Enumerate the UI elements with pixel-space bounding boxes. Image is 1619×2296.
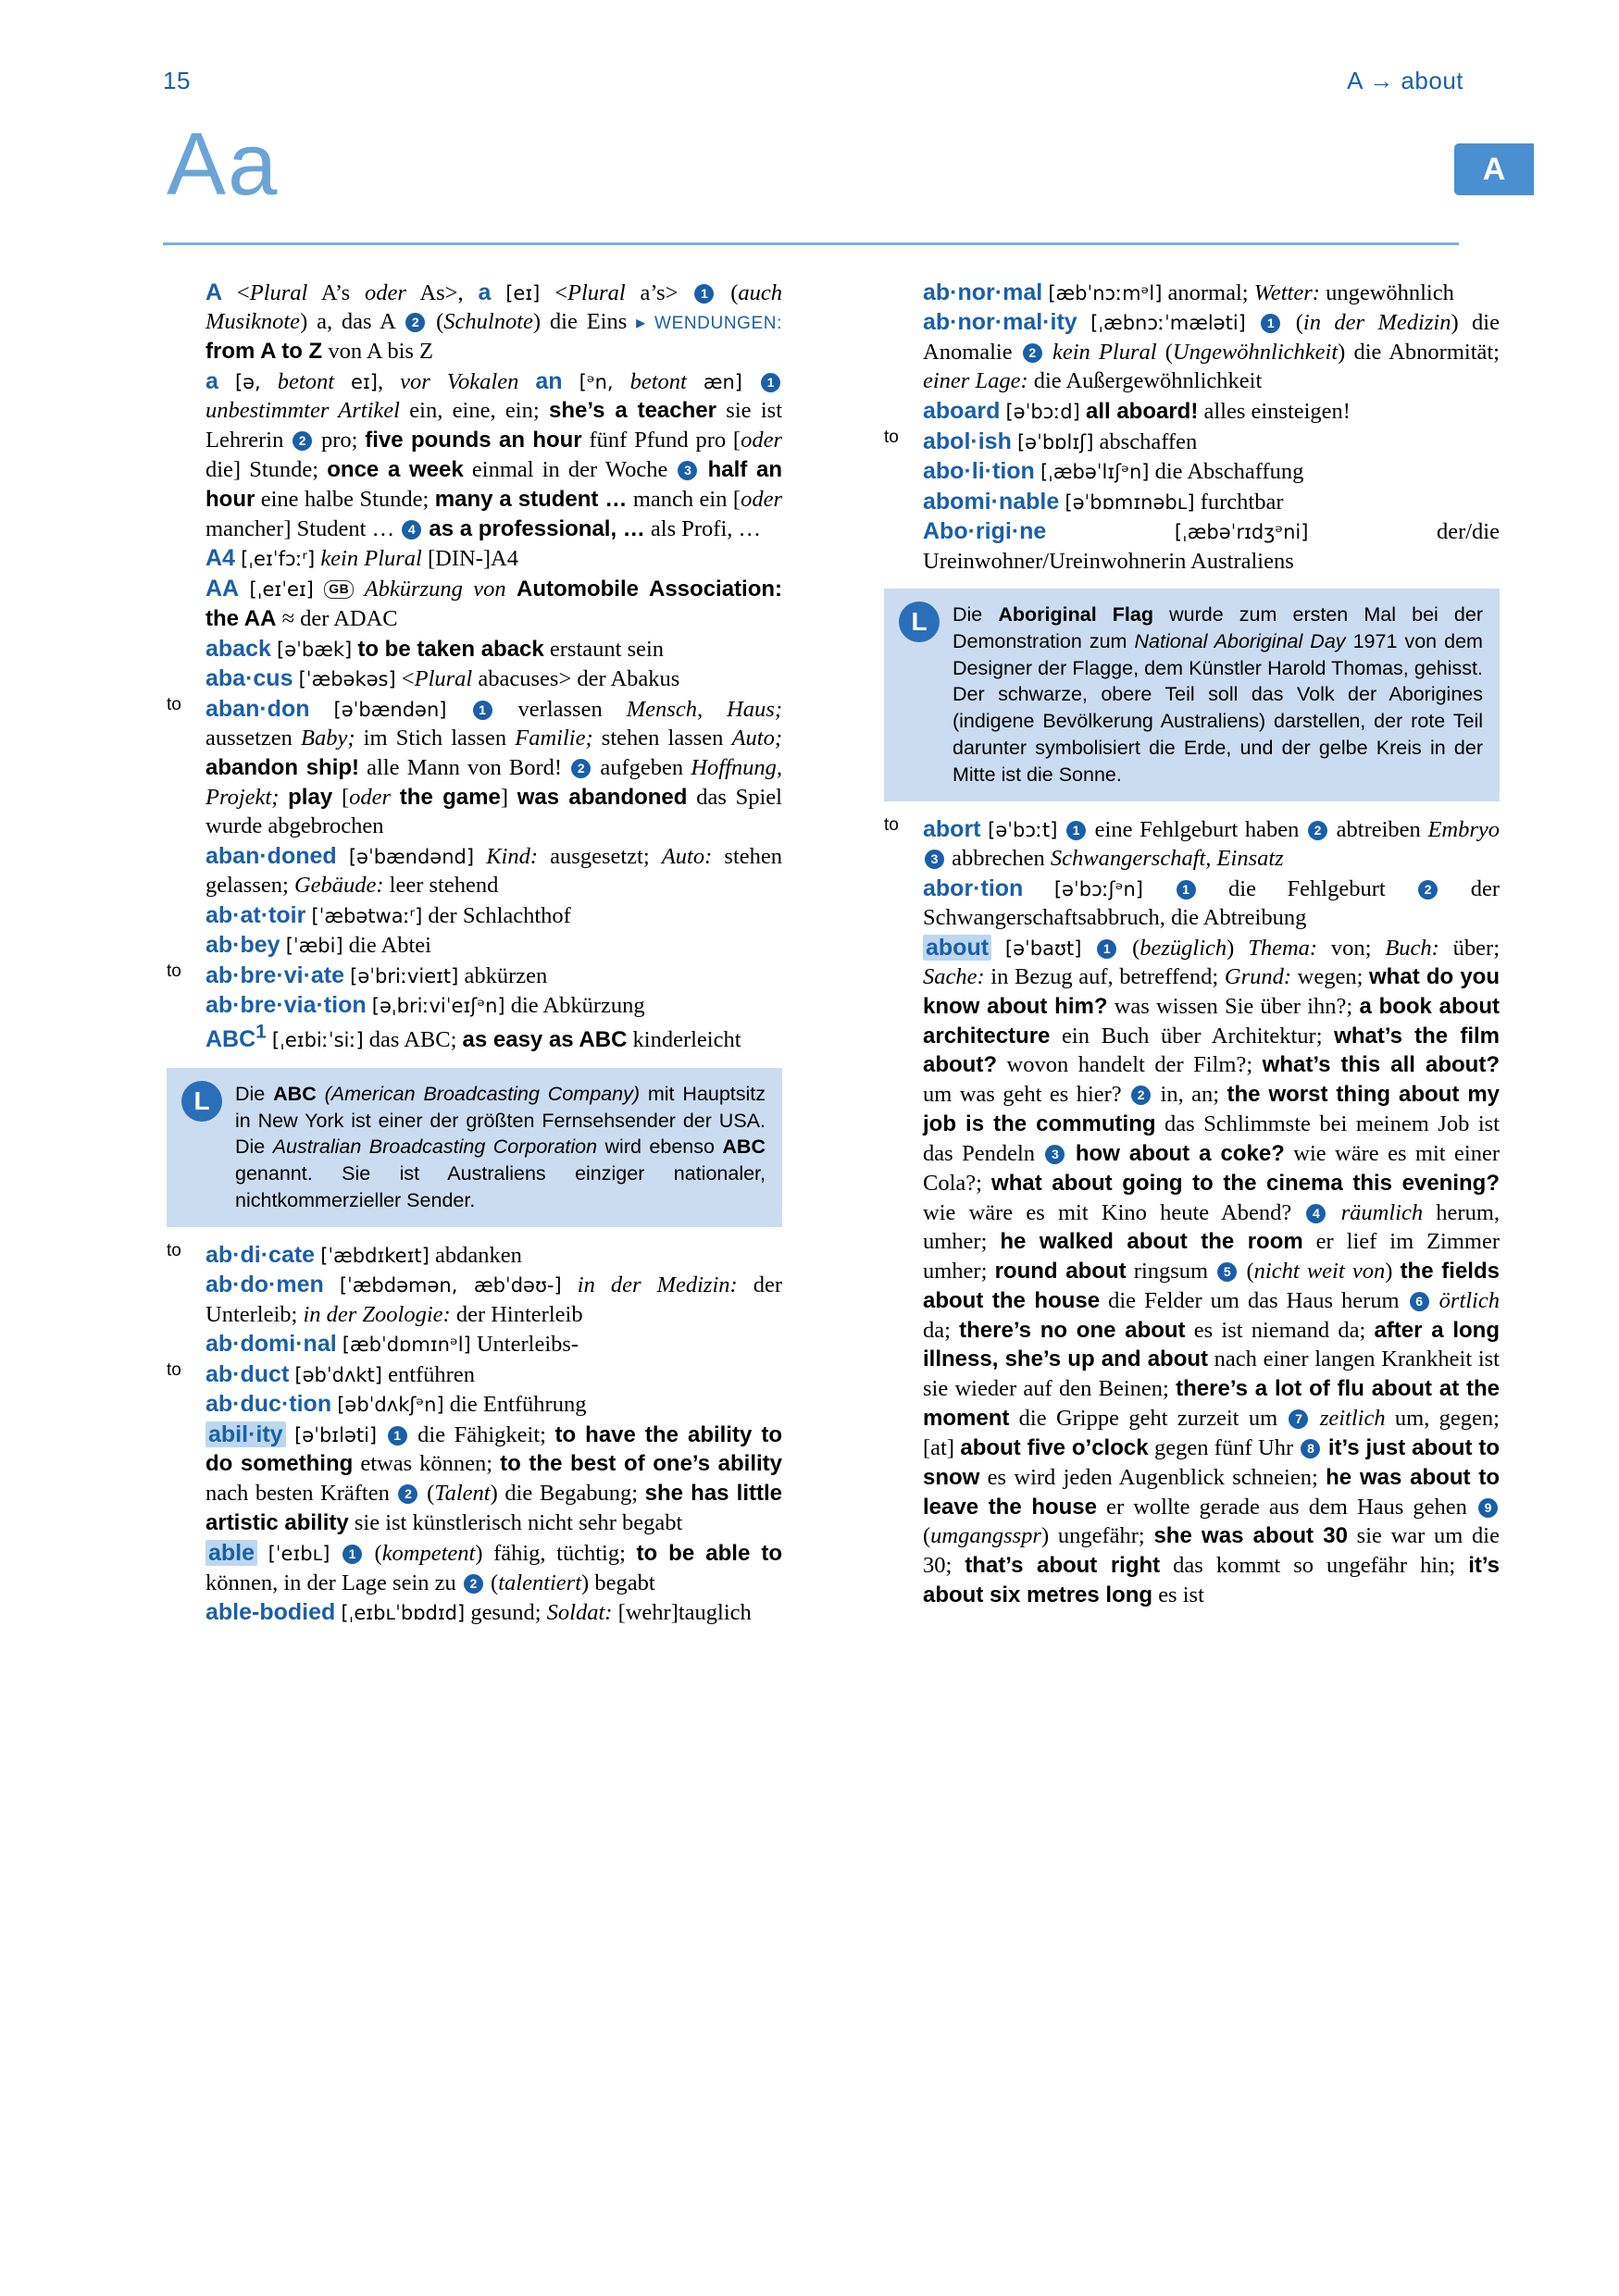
dictionary-entry [884, 427, 1500, 456]
entry-text: Abo·rigi·ne [ˌæbəˈrɪdʒᵊni] der/die Ureinwohner/Ureinwohnerin Australiens [923, 518, 1500, 574]
dictionary-entry [167, 574, 782, 634]
dictionary-entry [167, 366, 782, 544]
info-box-abc [167, 1068, 782, 1227]
right-column [884, 278, 1500, 1610]
dictionary-entry [167, 694, 782, 841]
dictionary-entry [884, 933, 1500, 1610]
dictionary-entry [167, 278, 782, 366]
right-entries-before-box [884, 278, 1500, 576]
dictionary-entry [167, 990, 782, 1020]
dictionary-entry [167, 1329, 782, 1359]
dictionary-entry [884, 456, 1500, 486]
running-head: A → about [1347, 67, 1463, 94]
entry-text: AA [ˌeɪˈeɪ] GB Abkürzung von Automobile Association: the AA ≈ der ADAC [205, 575, 783, 631]
dictionary-entry [167, 1270, 782, 1329]
letter-heading: Aa [167, 115, 280, 214]
dictionary-entry [884, 487, 1500, 516]
entry-text: abol·ish [əˈbɒlɪʃ] abschaffen [923, 428, 1198, 454]
entry-text: abo·li·tion [ˌæbəˈlɪʃᵊn] die Abschaffung [923, 458, 1304, 485]
entry-grammar-label: to [167, 694, 181, 714]
dictionary-entry [167, 1597, 782, 1627]
left-column [167, 278, 782, 1628]
entry-text: aban·don [əˈbændən] 1 verlassen Mensch, Haus; aussetzen Baby; im Stich lassen Familie; stehen lassen Auto; abandon ship! alle Mann von Bord! 2 aufgeben Hoffnung, Projekt; play [oder the game] was abandoned das Spiel wurde abgebrochen [205, 695, 783, 839]
entry-text: A <Plural A’s oder As>, a [eɪ] <Plural a’s> 1 (auch Musiknote) a, das A 2 (Schulnote) die Eins ▸ WENDUNGEN: from A to Z von A bis Z [205, 279, 783, 364]
dictionary-entry [167, 1359, 782, 1389]
dictionary-entry [884, 516, 1500, 576]
info-box-abc-text: Die ABC (American Broadcasting Company) mit Hauptsitz in New York ist einer der größten Fernsehsender der USA. Die Australian Broadcasting Corporation wird ebenso ABC genannt. Sie ist Australiens einziger nationaler, nichtkommerzieller Sender. [235, 1082, 766, 1212]
dictionary-entry [167, 1420, 782, 1538]
thumb-index-tab[interactable]: A [1454, 143, 1534, 195]
entry-text: ab·nor·mal·ity [ˌæbnɔːˈmæləti] 1 (in der Medizin) die Anomalie 2 kein Plural (Ungewöhnlichkeit) die Abnormität; einer Lage: die Außergewöhnlichkeit [923, 309, 1500, 394]
entry-text: ab·di·cate [ˈæbdɪkeɪt] abdanken [205, 1241, 522, 1268]
right-entries-after-box [884, 814, 1500, 1610]
entry-text: aban·doned [əˈbændənd] Kind: ausgesetzt; Auto: stehen gelassen; Gebäude: leer stehend [205, 842, 783, 899]
dictionary-entry [884, 874, 1500, 933]
entry-text: able-bodied [ˌeɪbʟˈbɒdɪd] gesund; Soldat: [wehr]tauglich [205, 1599, 752, 1626]
dictionary-entry [884, 814, 1500, 874]
entry-text: ab·at·toir [ˈæbətwaːʳ] der Schlachthof [205, 901, 571, 928]
left-entries-after-box [167, 1240, 782, 1628]
entry-text: ab·duct [əbˈdʌkt] entführen [205, 1360, 475, 1387]
header-divider [163, 242, 1459, 245]
entry-text: ab·do·men [ˈæbdəmən, æbˈdəʊ-] in der Medizin: der Unterleib; in der Zoologie: der Hinterleib [205, 1272, 783, 1327]
dictionary-entry [884, 396, 1500, 427]
dictionary-entry [167, 1389, 782, 1419]
dictionary-entry [884, 307, 1500, 395]
landeskunde-marker: L [899, 602, 940, 642]
entry-text: aba·cus [ˈæbəkəs] <Plural abacuses> der Abakus [205, 665, 680, 692]
entry-text: aboard [əˈbɔːd] all aboard! alles einsteigen! [923, 397, 1351, 424]
entry-grammar-label: to [884, 427, 899, 447]
entry-text: A4 [ˌeɪˈfɔːʳ] kein Plural [DIN-]A4 [205, 545, 518, 572]
entry-text: abomi·nable [əˈbɒmɪnəbʟ] furchtbar [923, 488, 1284, 515]
dictionary-entry [167, 930, 782, 960]
entry-text: ab·domi·nal [æbˈdɒmɪnᵊl] Unterleibs- [205, 1331, 579, 1358]
entry-grammar-label: to [167, 1240, 181, 1260]
entry-text: abor·tion [əˈbɔːʃᵊn] 1 die Fehlgeburt 2 der Schwangerschaftsabbruch, die Abtreibung [923, 875, 1500, 931]
dictionary-entry [167, 1538, 782, 1597]
dictionary-entry [884, 278, 1500, 307]
dictionary-entry [167, 841, 782, 900]
dictionary-entry [167, 1021, 782, 1055]
entry-grammar-label: to [167, 961, 181, 981]
dictionary-entry [167, 664, 782, 693]
entry-text: ab·bey [ˈæbi] die Abtei [205, 932, 431, 959]
dictionary-entry [167, 1240, 782, 1270]
entry-text: abort [əˈbɔːt] 1 eine Fehlgeburt haben 2 abtreiben Embryo 3 abbrechen Schwangerschaft, Einsatz [923, 815, 1501, 872]
entry-text: ABC$^1$ [ˌeɪbiːˈsiː] das ABC; as easy as ABC kinderleicht [205, 1021, 741, 1052]
entry-text: ab·bre·via·tion [əˌbriːviˈeɪʃᵊn] die Abkürzung [205, 992, 645, 1019]
entry-text: abil·ity [əˈbɪləti] 1 die Fähigkeit; to have the ability to do something etwas können; to the best of one’s ability nach besten Kräften 2 (Talent) die Begabung; she has little artistic ability sie ist künstlerisch nicht sehr begabt [205, 1421, 783, 1536]
entry-text: aback [əˈbæk] to be taken aback erstaunt sein [205, 635, 665, 662]
dictionary-entry [167, 961, 782, 990]
entry-text: ab·bre·vi·ate [əˈbriːvieɪt] abkürzen [205, 962, 548, 988]
info-box-aboriginal-flag [884, 589, 1500, 801]
landeskunde-marker: L [181, 1081, 222, 1122]
dictionary-entry [167, 634, 782, 664]
entry-text: ab·nor·mal [æbˈnɔːmᵊl] anormal; Wetter: ungewöhnlich [923, 279, 1454, 305]
left-entries-before-box [167, 278, 782, 1055]
entry-grammar-label: to [884, 814, 899, 835]
entry-text: ab·duc·tion [əbˈdʌkʃᵊn] die Entführung [205, 1391, 587, 1418]
page-number: 15 [163, 67, 191, 94]
entry-text: about [əˈbaʊt] 1 (bezüglich) Thema: von; Buch: über; Sache: in Bezug auf, betreffend; Grund: wegen; what do you know about him? was wissen Sie über ihn?; a book about architecture ein Buch über Architektur; what’s the film about? wovon handelt der Film?; what’s this all about? um was geht es hier? 2 in, an; the worst thing about my job is the commuting das Schlimmste bei meinem Job ist das Pendeln 3 how about a coke? wie wäre es mit einer Cola?; what about going to the cinema this evening? wie wäre es mit Kino heute Abend? 4 räumlich herum, umher; he walked about the room er lief im Zimmer umher; round about ringsum 5 (nicht weit von) the fields about the house die Felder um das Haus herum 6 örtlich da; there’s no one about es ist niemand da; after a long illness, she’s up and about nach einer langen Krankheit ist sie wieder auf den Beinen; there’s a lot of flu about at the moment die Grippe geht zurzeit um 7 zeitlich um, gegen; [at] about five o’clock gegen fünf Uhr 8 it’s just about to snow es wird jeden Augenblick schneien; he was about to leave the house er wollte gerade aus dem Haus gehen 9 (umgangsspr) ungefähr; she was about 30 sie war um die 30; that’s about right das kommt so ungefähr hin; it’s about six metres long es ist [923, 934, 1501, 1607]
entry-text: able [ˈeɪbʟ] 1 (kompetent) fähig, tüchtig; to be able to können, in der Lage sein zu 2 (talentiert) begabt [205, 1539, 783, 1595]
entry-grammar-label: to [167, 1359, 181, 1380]
entry-text: a [ə, betont eɪ], vor Vokalen an [ᵊn, betont æn] 1 unbestimmter Artikel ein, eine, ein; she’s a teacher sie ist Lehrerin 2 pro; five pounds an hour fünf Pfund pro [oder die] Stunde; once a week einmal in der Woche 3 half an hour eine halbe Stunde; many a student … manch ein [oder mancher] Student … 4 as a professional, … als Profi, … [205, 367, 782, 541]
dictionary-entry [167, 543, 782, 573]
dictionary-entry [167, 900, 782, 930]
info-box-aboriginal-flag-text: Die Aboriginal Flag wurde zum ersten Mal bei der Demonstration zum National Aboriginal Day 1971 von dem Designer der Flagge, dem Künstler Harold Thomas, gehisst. Der schwarze, obere Teil soll das Volk der Aborigines (indigene Bevölkerung Australiens) darstellen, der rote Teil darunter symbolisiert die Erde, und der gelbe Kreis in der Mitte ist die Sonne. [953, 603, 1483, 786]
